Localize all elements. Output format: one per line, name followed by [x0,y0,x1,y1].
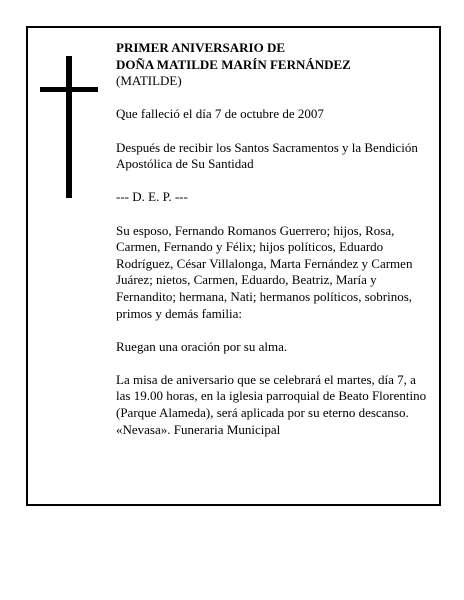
rip-line: --- D. E. P. --- [116,189,188,205]
deceased-nickname: (MATILDE) [116,73,182,89]
notice-heading [116,40,428,90]
funeral-home: «Nevasa». Funeraria Municipal [116,421,281,437]
cross-icon [40,56,98,198]
family-list: Su esposo, Fernando Romanos Guerrero; hijos, Rosa, Carmen, Fernando y Félix; hijos políticos, Eduardo Rodríguez, César Villalonga, Marta Fernández y Carmen Juárez; nietos, Carmen, Eduardo, Beatriz, María y Fernandito; hermana, Nati; hermanos políticos, sobrinos, primos y demás familia: [116,222,413,321]
cross-vertical-bar [66,56,72,198]
death-date: Que falleció el día 7 de octubre de 2007 [116,106,324,122]
sacraments-text: Después de recibir los Santos Sacramentos y la Bendición Apostólica de Su Santidad [116,139,418,172]
prayer-request: Ruegan una oración por su alma. [116,338,288,354]
notice-content [116,40,428,438]
heading-line-1: PRIMER ANIVERSARIO DE [116,40,286,55]
cross-horizontal-bar [40,87,98,92]
mass-announcement: La misa de aniversario que se celebrará el martes, día 7, a las 19.00 horas, en la iglesia parroquial de Beato Florentino (Parque Alameda), será aplicada por su eterno descanso. [116,371,427,421]
deceased-name: DOÑA MATILDE MARÍN FERNÁNDEZ [116,56,351,72]
obituary-notice [26,26,441,506]
